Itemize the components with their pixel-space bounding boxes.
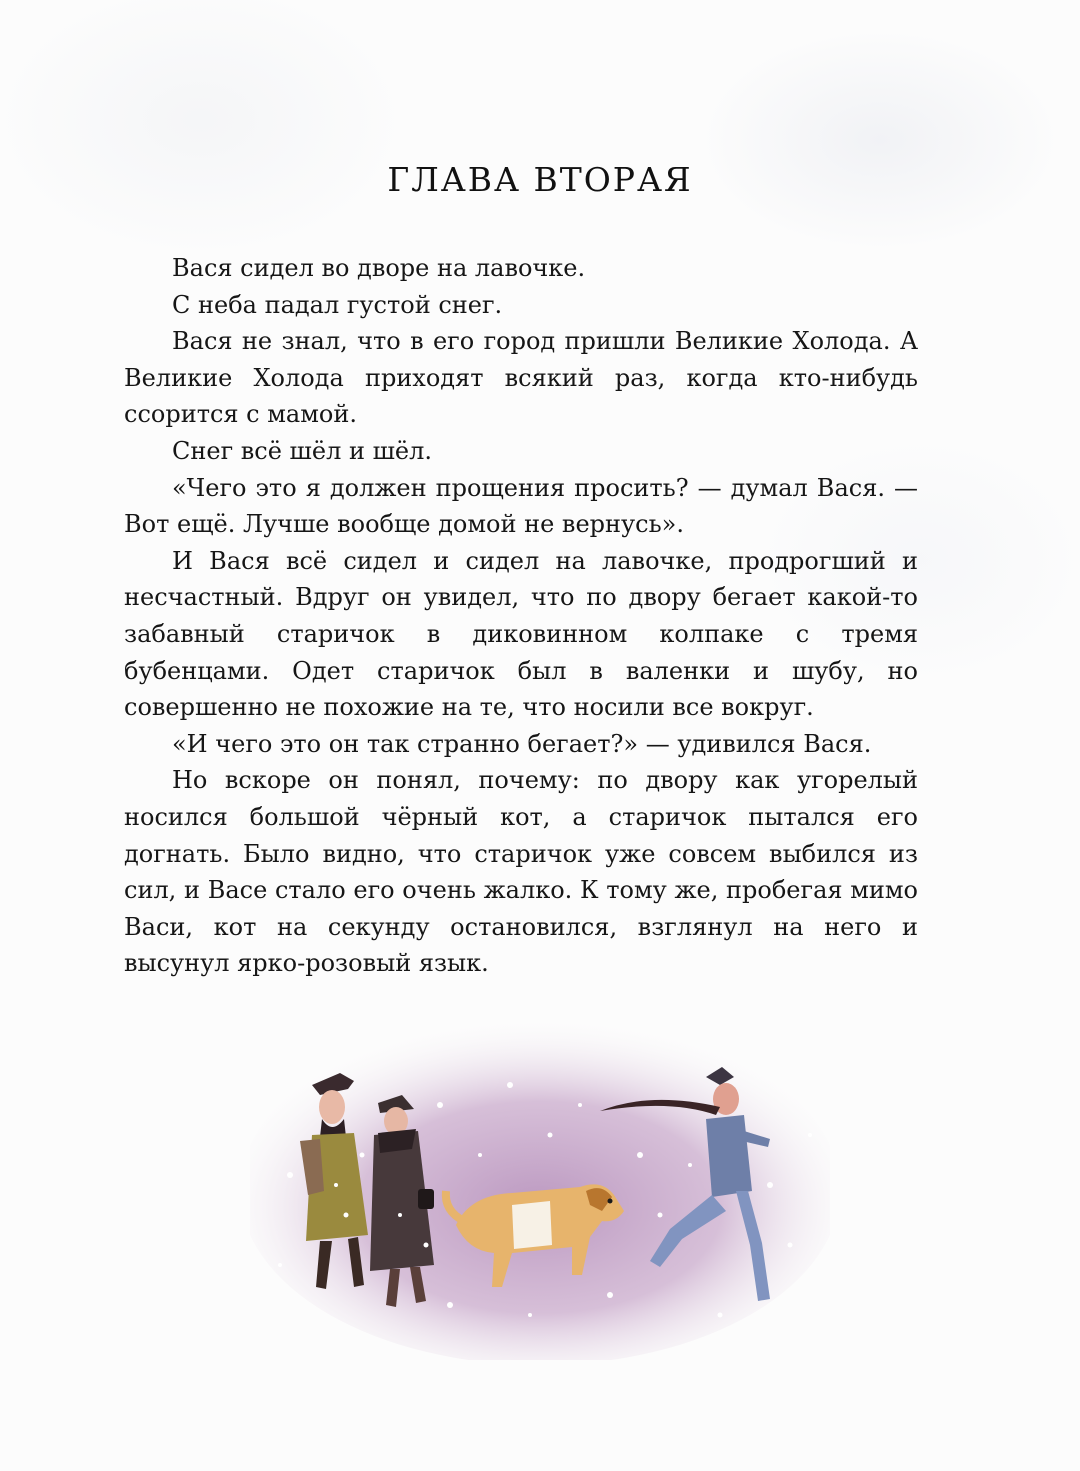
paragraph: Вася сидел во дворе на лавочке. <box>172 254 586 282</box>
story-text <box>124 250 918 982</box>
paragraph: «Чего это я должен прощения просить? — думал Вася. — Вот ещё. Лучше вообще домой не вернусь». <box>124 473 918 539</box>
paragraph: Но вскоре он понял, почему: по двору как угорелый носился большой чёрный кот, а старичок пытался его догнать. Было видно, что старичок уже совсем выбился из сил, и Васе стало его очень жалко. К тому же, пробегая мимо Васи, кот на секунду остановился, взглянул на него и высунул ярко-розовый язык. <box>124 766 918 978</box>
winter-street-illustration <box>250 1015 830 1360</box>
chapter-title: ГЛАВА ВТОРАЯ <box>387 160 693 199</box>
paragraph: Снег всё шёл и шёл. <box>172 436 432 465</box>
paragraph: И Вася всё сидел и сидел на лавочке, продрогший и несчастный. Вдруг он увидел, что по двору бегает какой-то забавный старичок в диковинном колпаке с тремя бубенцами. Одет старичок был в валенки и шубу, но совершенно не похожие на те, что носили все вокруг. <box>124 546 918 722</box>
paragraph: Вася не знал, что в его город пришли Великие Холода. А Великие Холода приходят всякий раз, когда кто-нибудь ссорится с мамой. <box>124 327 918 429</box>
paragraph: «И чего это он так странно бегает?» — удивился Вася. <box>172 729 872 758</box>
paragraph: С неба падал густой снег. <box>172 290 503 319</box>
